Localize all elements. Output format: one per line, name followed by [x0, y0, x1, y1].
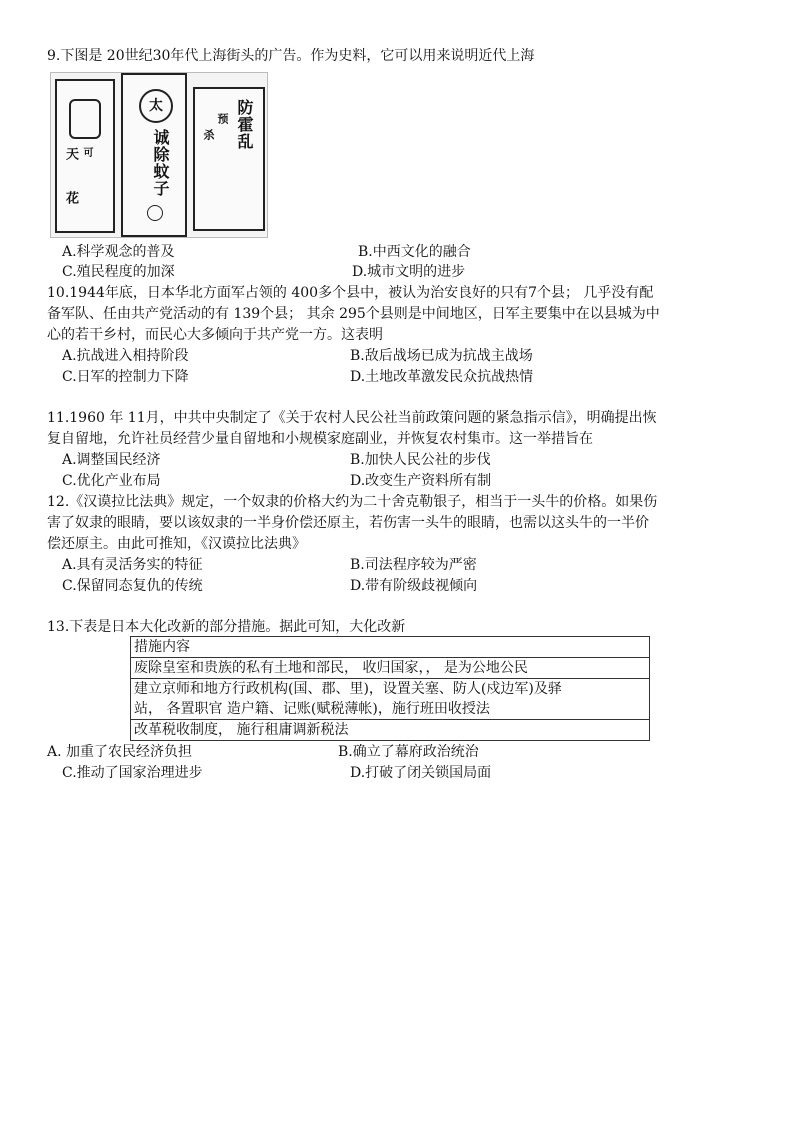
q9-option-d: D.城市文明的进步: [352, 264, 466, 280]
poster-middle-emblem: 太: [139, 89, 173, 123]
figure-sketch-icon: [69, 99, 101, 139]
q9-advertisement-photo: [50, 72, 268, 238]
q10-option-d: D.土地改革激发民众抗战热情: [350, 369, 534, 385]
q9-stem: 9.下图是 20世纪30年代上海街头的广告。作为史料，它可以用来说明近代上海: [47, 48, 535, 64]
q10-stem-line2: 备军队、任由共产党活动的有 139个县； 其余 295个县则是中间地区，日军主要集中在以县城为中: [47, 306, 660, 322]
q12-stem-line2: 害了奴隶的眼睛，要以该奴隶的一半身价偿还原主，若伤害一头牛的眼睛，也需以这头牛的一半价: [47, 515, 649, 531]
q12-stem-line1: 12.《汉谟拉比法典》规定，一个奴隶的价格大约为二十舍克勒银子，相当于一头牛的价格。如果伤: [47, 494, 658, 510]
q12-stem-line3: 偿还原主。由此可推知，《汉谟拉比法典》: [47, 536, 306, 552]
poster-right-text-2: 预: [216, 113, 229, 125]
poster-middle-seal-icon: [147, 205, 163, 221]
poster-right: [193, 87, 265, 231]
q10-option-a: A.抗战进入相持阶段: [62, 348, 189, 364]
table-header-cell: 措施内容: [131, 637, 650, 658]
q12-option-d: D.带有阶级歧视倾向: [350, 578, 478, 594]
poster-right-text-3: 杀: [202, 129, 215, 141]
q11-option-a: A.调整国民经济: [62, 452, 161, 468]
poster-left-text-3: 花: [63, 191, 78, 205]
q13-option-d: D.打破了闭关锁国局面: [350, 765, 492, 781]
poster-left-text-2: 可: [81, 147, 92, 158]
q10-option-b: B.敌后战场已成为抗战主战场: [350, 348, 533, 364]
table-row: [131, 637, 650, 658]
q11-stem-line1: 11.1960 年 11月，中共中央制定了《关于农村人民公社当前政策问题的紧急指示信》，明确提出恢: [47, 410, 657, 426]
table-cell: [131, 679, 650, 720]
q11-option-d: D.改变生产资料所有制: [350, 473, 492, 489]
poster-left-text-1: 天: [63, 147, 78, 161]
q13-option-c: C.推动了国家治理进步: [62, 765, 203, 781]
poster-middle-text: 诚除蚊子: [151, 129, 170, 197]
table-row: [131, 720, 650, 741]
q11-option-c: C.优化产业布局: [62, 473, 161, 489]
table-cell: 废除皇室和贵族的私有土地和部民， 收归国家，， 是为公地公民: [131, 658, 650, 679]
q10-stem-line1: 10.1944年底，日本华北方面军占领的 400多个县中，被认为治安良好的只有7个县； 几乎没有配: [47, 285, 654, 301]
table-cell: 改革税收制度， 施行租庸调新税法: [131, 720, 650, 741]
q11-stem-line2: 复自留地，允许社员经营少量自留地和小规模家庭副业，并恢复农村集市。这一举措旨在: [47, 431, 593, 447]
q11-option-b: B.加快人民公社的步伐: [350, 452, 491, 468]
table-cell-line: 站， 各置职官 造户籍、记账(赋税薄帐)，施行班田收授法: [134, 701, 490, 717]
q9-option-c: C.殖民程度的加深: [62, 264, 175, 280]
poster-right-text-1: 防霍乱: [235, 99, 254, 150]
q9-option-b: B.中西文化的融合: [358, 244, 471, 260]
q12-option-b: B.司法程序较为严密: [350, 557, 477, 573]
q12-option-a: A.具有灵活务实的特征: [62, 557, 203, 573]
q13-stem: 13.下表是日本大化改新的部分措施。据此可知，大化改新: [47, 619, 406, 635]
poster-left: [55, 79, 115, 233]
q10-stem-line3: 心的若干乡村，而民心大多倾向于共产党一方。这表明: [47, 327, 383, 343]
table-row: [131, 658, 650, 679]
poster-middle: [121, 73, 187, 237]
table-row: [131, 679, 650, 720]
q9-option-a: A.科学观念的普及: [62, 244, 175, 260]
q12-option-c: C.保留同态复仇的传统: [62, 578, 203, 594]
table-cell-line: 建立京师和地方行政机构(国、郡、里)，设置关塞、防人(戍边军)及驿: [134, 681, 562, 697]
q10-option-c: C.日军的控制力下降: [62, 369, 189, 385]
q13-option-b: B.确立了幕府政治统治: [338, 744, 479, 760]
q13-option-a: A. 加重了农民经济负担: [47, 744, 193, 760]
reform-measures-table: [130, 636, 650, 741]
